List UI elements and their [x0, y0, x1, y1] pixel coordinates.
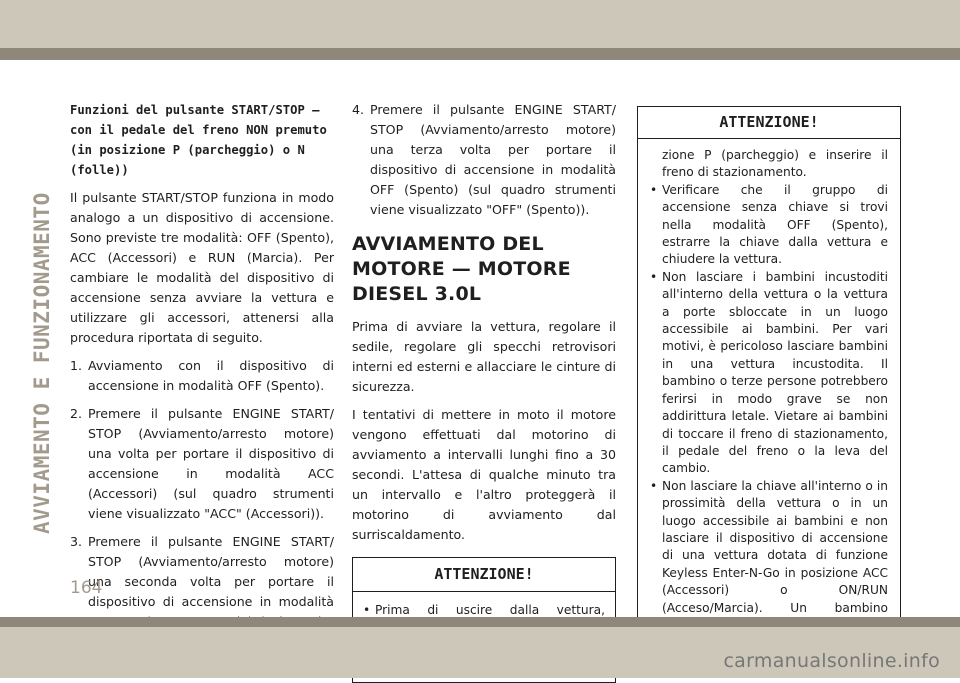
bullet-icon: • — [650, 478, 658, 493]
intro-paragraph: Il pulsante START/STOP funziona in modo analogo a un dispositivo di accensione. Sono previste tre modalità: OFF (Spento), ACC (Accessori) e RUN (Marcia). Per cambiare le modalità del dispositivo di accensione senza avviare la vettura e utilizzare gli accessori, attenersi alla procedura riportata di seguito. — [70, 190, 334, 345]
page-number: 164 — [70, 578, 103, 598]
middle-column — [352, 100, 616, 683]
bullet-text: Non lasciare la chiave all'interno o in prossimità della vettura o in un luogo accessibile ai bambini e non lasciare il dispositivo di accensione di una vettura dotata di funzione Keyless Enter-N-Go in posizione ACC (Accessori) o ON/RUN (Acceso/Marcia). Un bambino — [662, 478, 888, 615]
left-column — [70, 100, 334, 680]
step-text: Premere il pulsante ENGINE START/ STOP (Avviamento/arresto motore) una volta per portare il dispositivo di accensione in modalità ACC (Accessori) (sul quadro strumenti viene visualizzato "ACC" (Accessori)). — [88, 406, 334, 521]
step-number: 1. — [70, 358, 83, 373]
step-number: 3. — [70, 534, 83, 549]
footer-stripe — [0, 617, 960, 627]
right-column — [637, 106, 901, 661]
list-item — [352, 100, 616, 220]
step-number: 4. — [352, 102, 365, 117]
warning-continuation: zione P (parcheggio) e inserire il freno di stazionamento. — [662, 148, 888, 180]
warning-box — [637, 106, 901, 661]
warning-bullet — [650, 182, 888, 269]
step-number: 2. — [70, 406, 83, 421]
step-text: Premere il pulsante ENGINE START/ STOP (Avviamento/arresto motore) una seconda volta per portare il dispositivo di accensione in modalità — [88, 534, 334, 609]
section-label: AVVIAMENTO E FUNZIONAMENTO — [30, 192, 54, 534]
watermark-text[interactable]: carmanualsonline.info — [723, 650, 940, 672]
warning-body — [638, 139, 900, 660]
bullet-icon: • — [650, 269, 658, 284]
section-heading: AVVIAMENTO DEL MOTORE — MOTORE DIESEL 3.0L — [352, 233, 571, 305]
paragraph: Prima di avviare la vettura, regolare il sedile, regolare gli specchi retrovisori interni ed esterni e allacciare le cinture di sicurezza. — [352, 319, 616, 394]
header-stripe — [0, 48, 960, 60]
warning-title: ATTENZIONE! — [353, 558, 615, 592]
bullet-text: Non lasciare i bambini incustoditi all'interno della vettura o la vettura a porte sbloccate in un luogo accessibile ai bambini. Per vari motivi, è pericoloso lasciare bambini in una vettura incustodita. Il bambino o terze persone potrebbero ferirsi in modo grave se non addirittura letale. Vietare ai bambini di toccare il freno di stazionamento, il pedale del freno o la leva del cambio. — [662, 269, 888, 476]
warning-bullet — [650, 269, 888, 478]
bullet-text: Prima di uscire dalla vettura, — [375, 603, 605, 617]
paragraph: I tentativi di mettere in moto il motore vengono effettuati dal motorino di avviamento a intervalli lunghi fino a 30 secondi. L'attesa di qualche minuto tra un intervallo e l'altro proteggerà il motorino di avviamento dal surriscaldamento. — [352, 407, 616, 542]
list-item — [70, 356, 334, 396]
step-list-continued — [352, 100, 616, 220]
list-item — [70, 404, 334, 524]
step-text: Premere il pulsante ENGINE START/ STOP (Avviamento/arresto motore) una terza volta per portare il dispositivo di accensione in modalità OFF (Spento) (sul quadro strumenti viene visualizzato "OFF" (Spento)). — [370, 102, 616, 217]
bullet-icon: • — [363, 603, 371, 617]
step-text: Avviamento con il dispositivo di accensione in modalità OFF (Spento). — [88, 358, 334, 393]
header-band — [0, 0, 960, 48]
bullet-icon: • — [650, 182, 658, 197]
warning-title: ATTENZIONE! — [638, 107, 900, 139]
bullet-text: Verificare che il gruppo di accensione senza chiave si trovi nella modalità OFF (Spento), estrarre la chiave dalla vettura e chiudere la vettura. — [662, 182, 888, 267]
subheading: Funzioni del pulsante START/STOP — con il pedale del freno NON premuto (in posizione P (parcheggio) o N (folle)) — [70, 103, 327, 177]
